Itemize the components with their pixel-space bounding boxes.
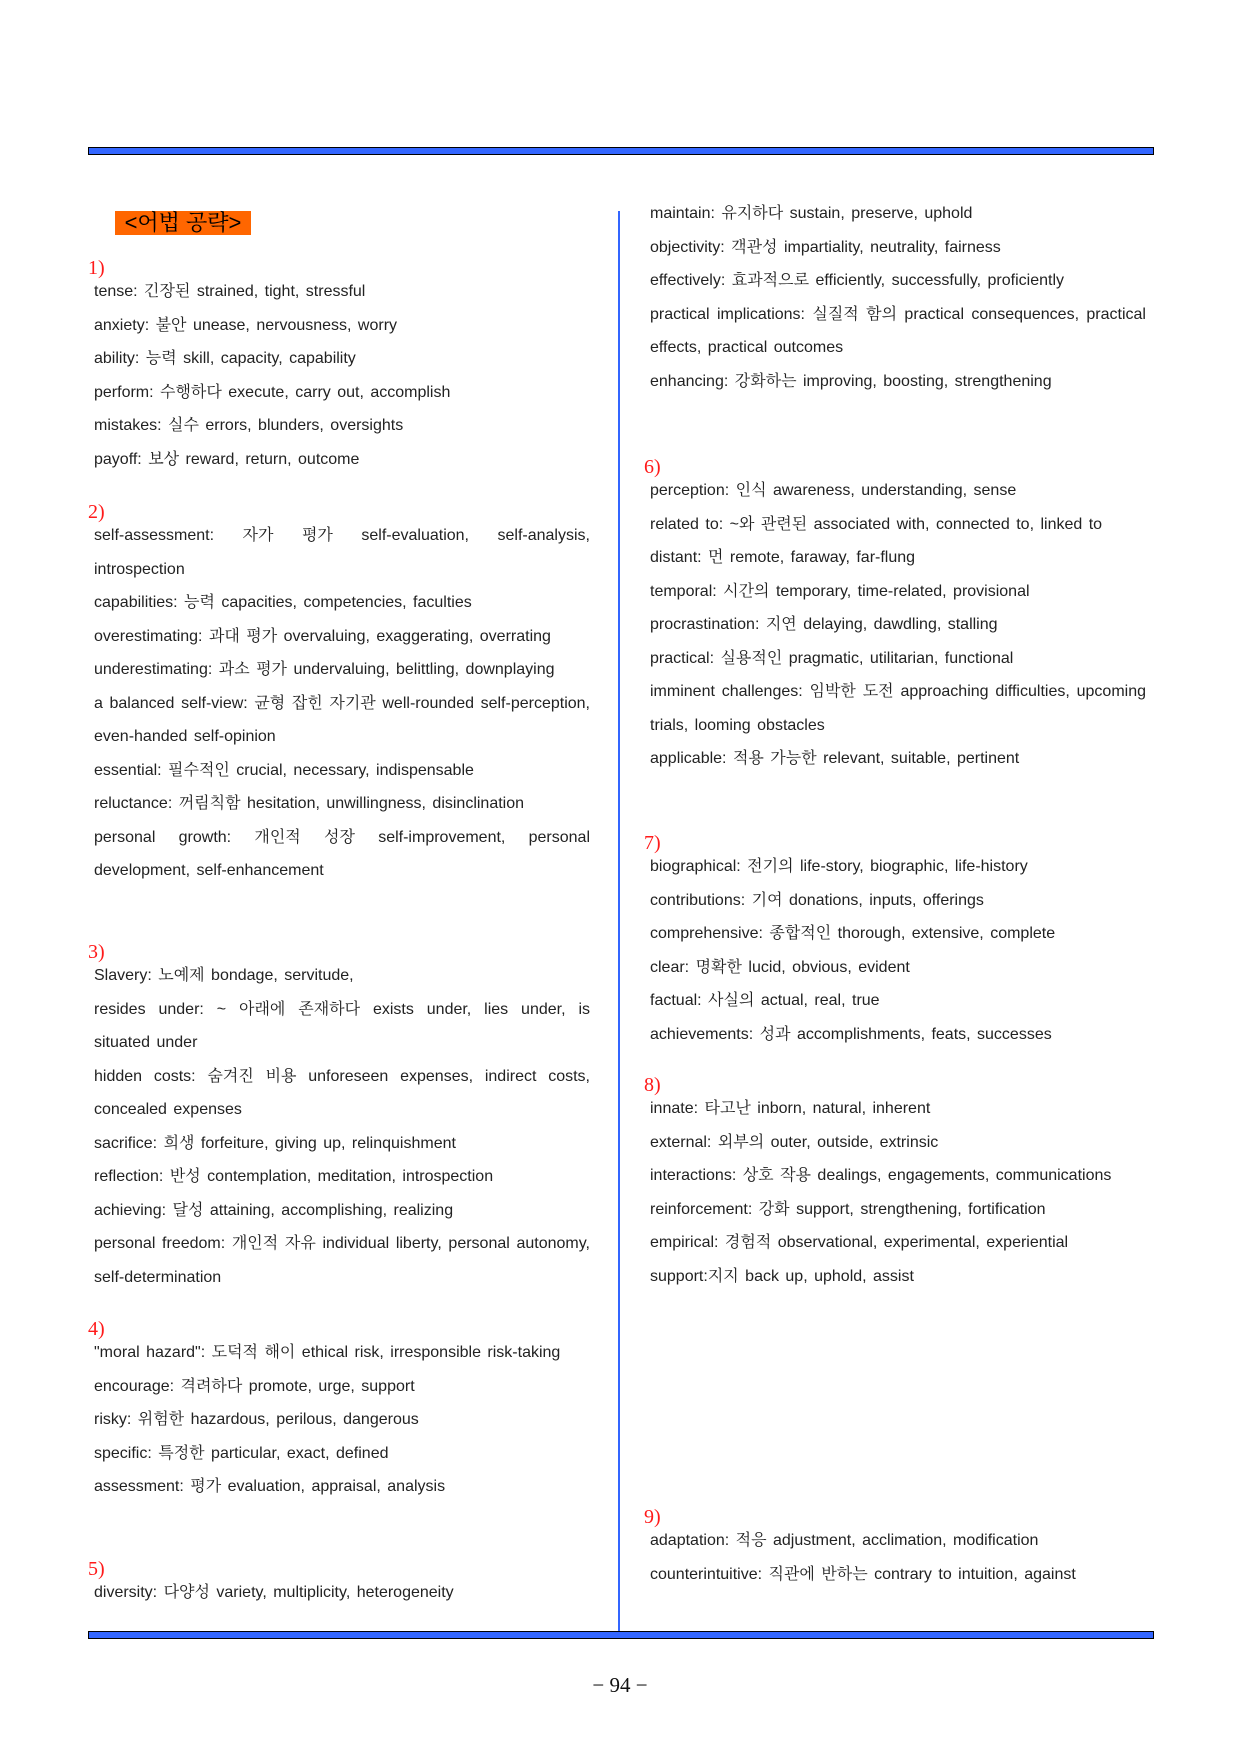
vocab-entry: empirical: 경험적 observational, experimental, experiential <box>650 1234 1069 1252</box>
vocab-section <box>644 456 1146 776</box>
vocab-entry: comprehensive: 종합적인 thorough, extensive, complete <box>650 925 1056 943</box>
vocab-section <box>650 197 1146 398</box>
vocab-entry: practical: 실용적인 pragmatic, utilitarian, functional <box>650 649 1014 667</box>
vocab-entry: tense: 긴장된 strained, tight, stressful <box>94 283 366 301</box>
vocab-entry: hidden costs: 숨겨진 비용 unforeseen expenses, indirect costs, concealed expenses <box>94 1067 590 1119</box>
vocab-entry: innate: 타고난 inborn, natural, inherent <box>650 1100 931 1118</box>
section-number: 6) <box>644 456 661 478</box>
vocab-entry: temporal: 시간의 temporary, time-related, provisional <box>650 582 1030 600</box>
vocab-entry: perception: 인식 awareness, understanding, sense <box>650 482 1017 500</box>
section-number: 7) <box>644 832 661 854</box>
section-number: 4) <box>88 1318 105 1340</box>
vocab-entry: essential: 필수적인 crucial, necessary, indispensable <box>94 761 474 779</box>
vocab-section <box>88 941 590 1294</box>
vocab-entry: practical implications: 실질적 함의 practical consequences, practical effects, practical outcomes <box>650 305 1146 356</box>
section-number: 9) <box>644 1506 661 1528</box>
vocab-entry: achieving: 달성 attaining, accomplishing, realizing <box>94 1201 454 1219</box>
section-number: 2) <box>88 501 105 523</box>
vocab-entry: a balanced self-view: 균형 잡힌 자기관 well-rounded self-perception, even-handed self-opinion <box>94 694 590 746</box>
bottom-rule <box>88 1631 1154 1639</box>
vocab-entry: encourage: 격려하다 promote, urge, support <box>94 1377 415 1395</box>
vocab-section <box>644 1506 1146 1591</box>
vocab-entry: reluctance: 꺼림칙함 hesitation, unwillingness, disinclination <box>94 795 525 813</box>
vocab-entry: sacrifice: 희생 forfeiture, giving up, relinquishment <box>94 1134 456 1152</box>
vocab-entry: distant: 먼 remote, faraway, far-flung <box>650 549 916 567</box>
vocab-section <box>88 1318 590 1504</box>
vocab-entry: underestimating: 과소 평가 undervaluing, belittling, downplaying <box>94 661 555 679</box>
vocab-entry: related to: ~와 관련된 associated with, connected to, linked to <box>650 515 1103 533</box>
section-number: 3) <box>88 941 105 963</box>
vocab-entry: resides under: ~ 아래에 존재하다 exists under, lies under, is situated under <box>94 1000 590 1052</box>
vocab-entry: mistakes: 실수 errors, blunders, oversights <box>94 417 404 435</box>
vocab-entry: factual: 사실의 actual, real, true <box>650 992 880 1010</box>
vocab-section <box>644 832 1146 1051</box>
vocab-entry: objectivity: 객관성 impartiality, neutrality, fairness <box>650 238 1001 256</box>
section-number: 5) <box>88 1558 105 1580</box>
vocab-entry: perform: 수행하다 execute, carry out, accomplish <box>94 383 451 401</box>
section-heading: <어법 공략> <box>115 211 251 235</box>
vocab-entry: diversity: 다양성 variety, multiplicity, heterogeneity <box>94 1584 454 1602</box>
vocab-entry: enhancing: 강화하는 improving, boosting, strengthening <box>650 372 1052 390</box>
vocab-entry: reinforcement: 강화 support, strengthening, fortification <box>650 1200 1046 1218</box>
column-divider <box>618 211 620 1633</box>
vocab-entry: adaptation: 적응 adjustment, acclimation, modification <box>650 1532 1039 1550</box>
vocab-entry: reflection: 반성 contemplation, meditation, introspection <box>94 1168 494 1186</box>
top-rule <box>88 147 1154 155</box>
vocab-entry: specific: 특정한 particular, exact, defined <box>94 1444 389 1462</box>
vocab-section <box>644 1074 1146 1293</box>
vocab-entry: risky: 위험한 hazardous, perilous, dangerous <box>94 1411 419 1429</box>
vocab-entry: effectively: 효과적으로 efficiently, successfully, proficiently <box>650 272 1065 289</box>
vocab-entry: counterintuitive: 직관에 반하는 contrary to intuition, against <box>650 1565 1076 1583</box>
vocab-section <box>88 501 590 888</box>
vocab-entry: contributions: 기여 donations, inputs, offerings <box>650 891 984 909</box>
vocab-entry: overestimating: 과대 평가 overvaluing, exaggerating, overrating <box>94 627 551 645</box>
vocab-section <box>88 257 590 476</box>
vocab-entry: "moral hazard": 도덕적 해이 ethical risk, irresponsible risk-taking <box>94 1344 561 1362</box>
vocab-entry: maintain: 유지하다 sustain, preserve, uphold <box>650 205 973 222</box>
page-number: − 94 − <box>592 1673 648 1697</box>
vocab-section <box>88 1558 590 1610</box>
vocab-entry: ability: 능력 skill, capacity, capability <box>94 350 356 368</box>
vocab-entry: applicable: 적용 가능한 relevant, suitable, pertinent <box>650 750 1020 768</box>
vocab-entry: Slavery: 노예제 bondage, servitude, <box>94 967 354 985</box>
section-number: 8) <box>644 1074 661 1096</box>
vocab-entry: anxiety: 불안 unease, nervousness, worry <box>94 316 398 334</box>
section-number: 1) <box>88 257 105 279</box>
vocab-entry: self-assessment: 자가 평가 self-evaluation, self-analysis, introspection <box>94 527 590 578</box>
vocab-entry: assessment: 평가 evaluation, appraisal, analysis <box>94 1478 446 1496</box>
vocab-entry: interactions: 상호 작용 dealings, engagements, communications <box>650 1167 1112 1185</box>
vocab-entry: support:지지 back up, uphold, assist <box>650 1267 914 1285</box>
vocab-entry: biographical: 전기의 life-story, biographic, life-history <box>650 858 1028 876</box>
vocab-entry: procrastination: 지연 delaying, dawdling, stalling <box>650 616 998 634</box>
vocab-entry: personal freedom: 개인적 자유 individual liberty, personal autonomy, self-determination <box>94 1235 590 1286</box>
vocab-entry: capabilities: 능력 capacities, competencies, faculties <box>94 594 472 612</box>
vocab-entry: payoff: 보상 reward, return, outcome <box>94 450 360 468</box>
vocab-entry: achievements: 성과 accomplishments, feats, successes <box>650 1025 1052 1043</box>
vocab-entry: imminent challenges: 임박한 도전 approaching difficulties, upcoming trials, looming obstacles <box>650 683 1146 734</box>
vocab-entry: clear: 명확한 lucid, obvious, evident <box>650 958 910 976</box>
vocab-entry: personal growth: 개인적 성장 self-improvement, personal development, self-enhancement <box>94 828 590 880</box>
vocab-entry: external: 외부의 outer, outside, extrinsic <box>650 1133 939 1151</box>
